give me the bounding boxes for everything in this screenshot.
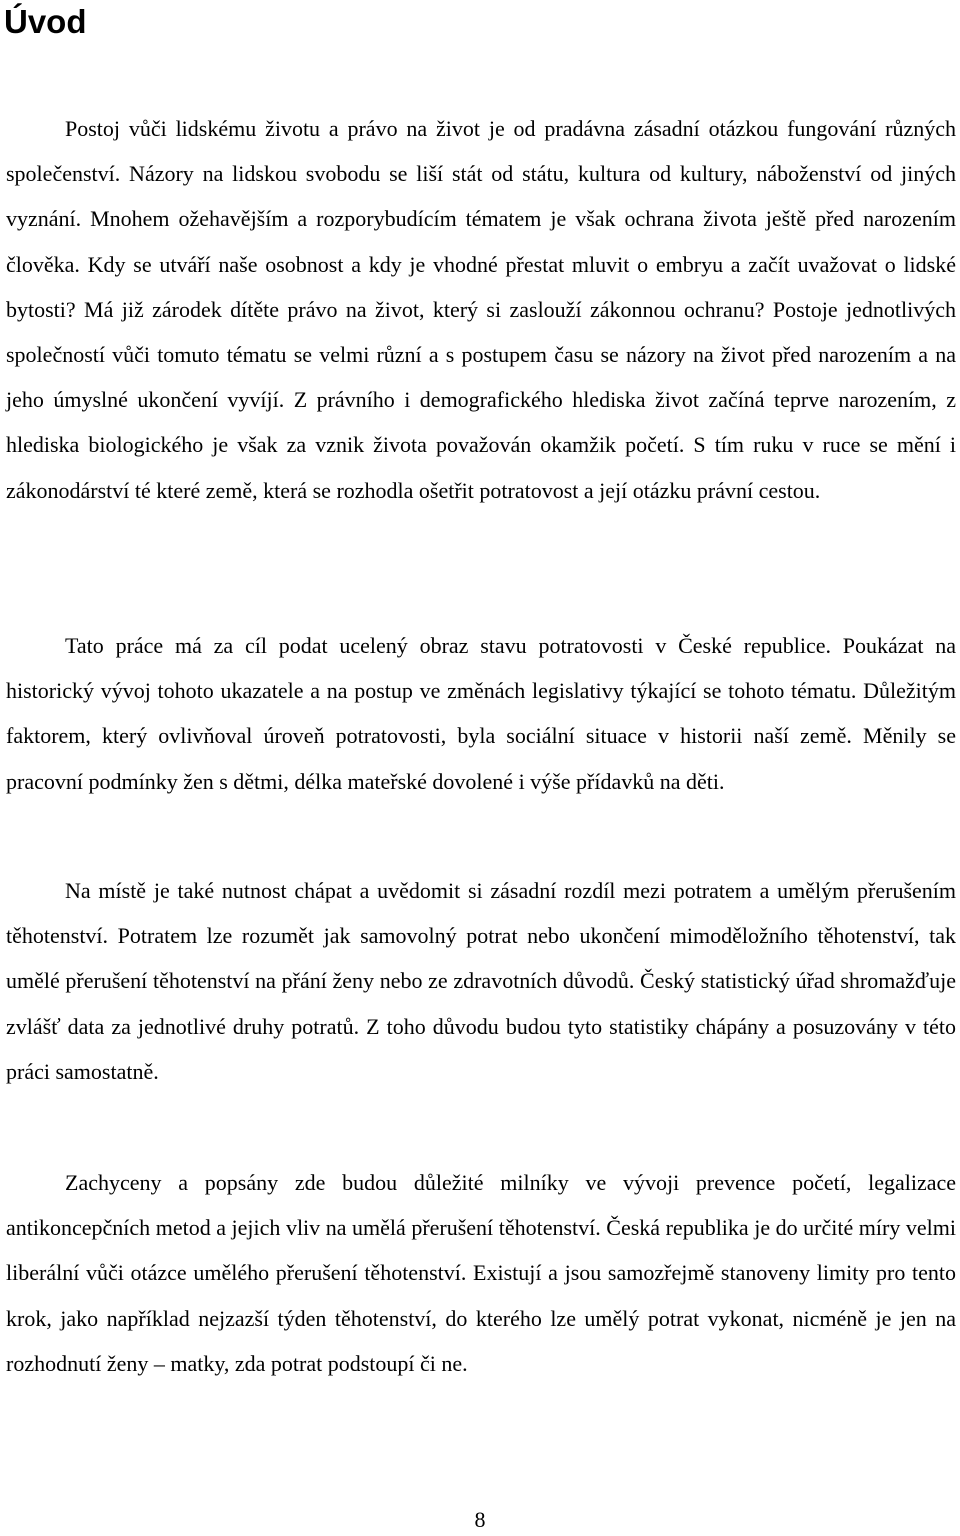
section-heading: Úvod (4, 3, 87, 40)
paragraph-4: Zachyceny a popsány zde budou důležité milníky ve vývoji prevence početí, legalizace antikoncepčních metod a jejich vliv na umělá přerušení těhotenství. Česká republika je do určité míry velmi liberální vůči otázce umělého přerušení těhotenství. Existují a jsou samozřejmě stanoveny limity pro tento krok, jako například nejzazší týden těhotenství, do kterého lze umělý potrat vykonat, nicméně je jen na rozhodnutí ženy – matky, zda potrat podstoupí či ne. (6, 1170, 956, 1376)
page-number: 8 (474, 1507, 486, 1532)
paragraph-3: Na místě je také nutnost chápat a uvědomit si zásadní rozdíl mezi potratem a umělým přerušením těhotenství. Potratem lze rozumět jak samovolný potrat nebo ukončení mimoděložního těhotenství, tak umělé přerušení těhotenství na přání ženy nebo ze zdravotních důvodů. Český statistický úřad shromažďuje zvlášť data za jednotlivé druhy potratů. Z toho důvodu budou tyto statistiky chápány a posuzovány v této práci samostatně. (6, 878, 956, 1084)
paragraph-1: Postoj vůči lidskému životu a právo na život je od pradávna zásadní otázkou fungování různých společenství. Názory na lidskou svobodu se liší stát od státu, kultura od kultury, náboženství od jiných vyznání. Mnohem ožehavějším a rozporybudícím tématem je však ochrana života ještě před narozením člověka. Kdy se utváří naše osobnost a kdy je vhodné přestat mluvit o embryu a začít uvažovat o lidské bytosti? Má již zárodek dítěte právo na život, který si zaslouží zákonnou ochranu? Postoje jednotlivých společností vůči tomuto tématu se velmi různí a s postupem času se názory na život před narozením a na jeho úmyslné ukončení vyvíjí. Z právního i demografického hlediska život začíná teprve narozením, z hlediska biologického je však za vznik života považován okamžik početí. S tím ruku v ruce se mění i zákonodárství té které země, která se rozhodla ošetřit potratovost a její otázku právní cestou. (6, 116, 956, 503)
paragraph-2: Tato práce má za cíl podat ucelený obraz stavu potratovosti v České republice. Poukázat na historický vývoj tohoto ukazatele a na postup ve změnách legislativy týkající se tohoto tématu. Důležitým faktorem, který ovlivňoval úroveň potratovosti, byla sociální situace v historii naší země. Měnily se pracovní podmínky žen s dětmi, délka mateřské dovolené i výše přídavků na děti. (6, 633, 956, 794)
